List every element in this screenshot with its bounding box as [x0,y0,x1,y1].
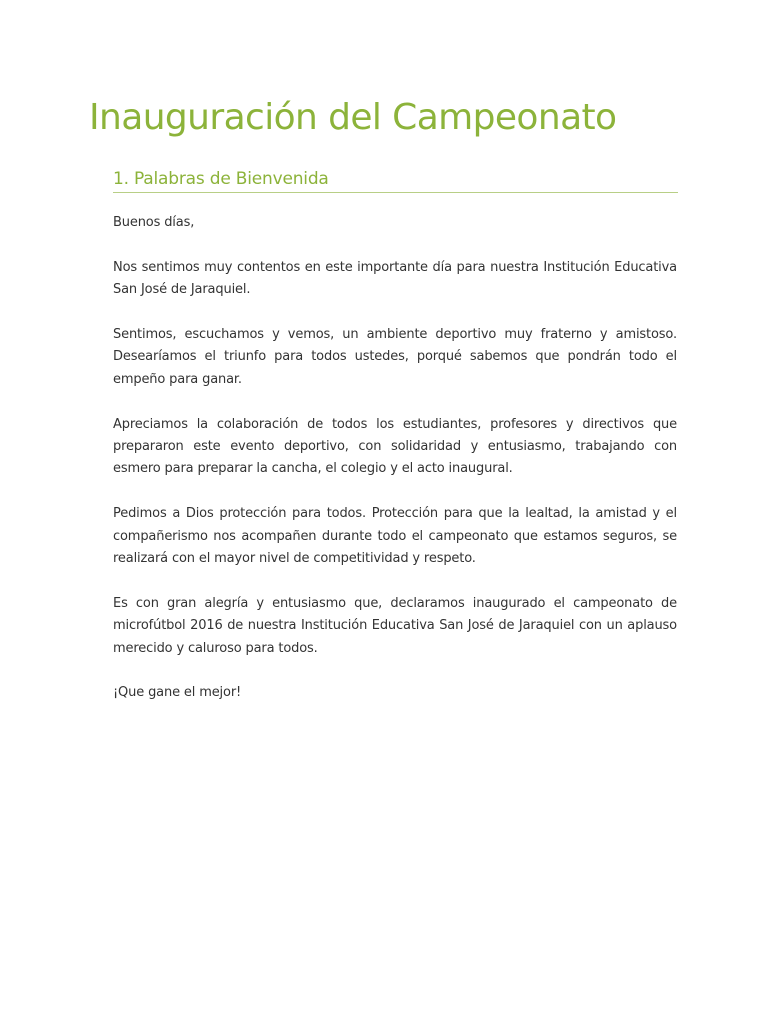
paragraph: Pedimos a Dios protección para todos. Protección para que la lealtad, la amistad y el compañerismo nos acompañen durante todo el campeonato que estamos seguros, se realizará con el mayor nivel de competitividad y respeto. [113,506,677,567]
paragraph: Apreciamos la colaboración de todos los estudiantes, profesores y directivos que prepararon este evento deportivo, con solidaridad y entusiasmo, trabajando con esmero para preparar la cancha, el colegio y el acto inaugural. [113,416,677,477]
section-heading: 1. Palabras de Bienvenida [113,167,678,193]
paragraph: Es con gran alegría y entusiasmo que, declaramos inaugurado el campeonato de microfútbol 2016 de nuestra Institución Educativa San José de Jaraquiel con un aplauso merecido y caluroso para todos. [113,595,677,656]
section-body [113,212,677,727]
paragraph-closing: ¡Que gane el mejor! [113,685,242,701]
paragraph: Nos sentimos muy contentos en este importante día para nuestra Institución Educativa San José de Jaraquiel. [113,259,677,298]
paragraph-greeting: Buenos días, [113,215,195,230]
paragraph: Sentimos, escuchamos y vemos, un ambiente deportivo muy fraterno y amistoso. Desearíamos el triunfo para todos ustedes, porqué sabemos que pondrán todo el empeño para ganar. [113,327,677,387]
document-title: Inauguración del Campeonato [89,97,617,138]
